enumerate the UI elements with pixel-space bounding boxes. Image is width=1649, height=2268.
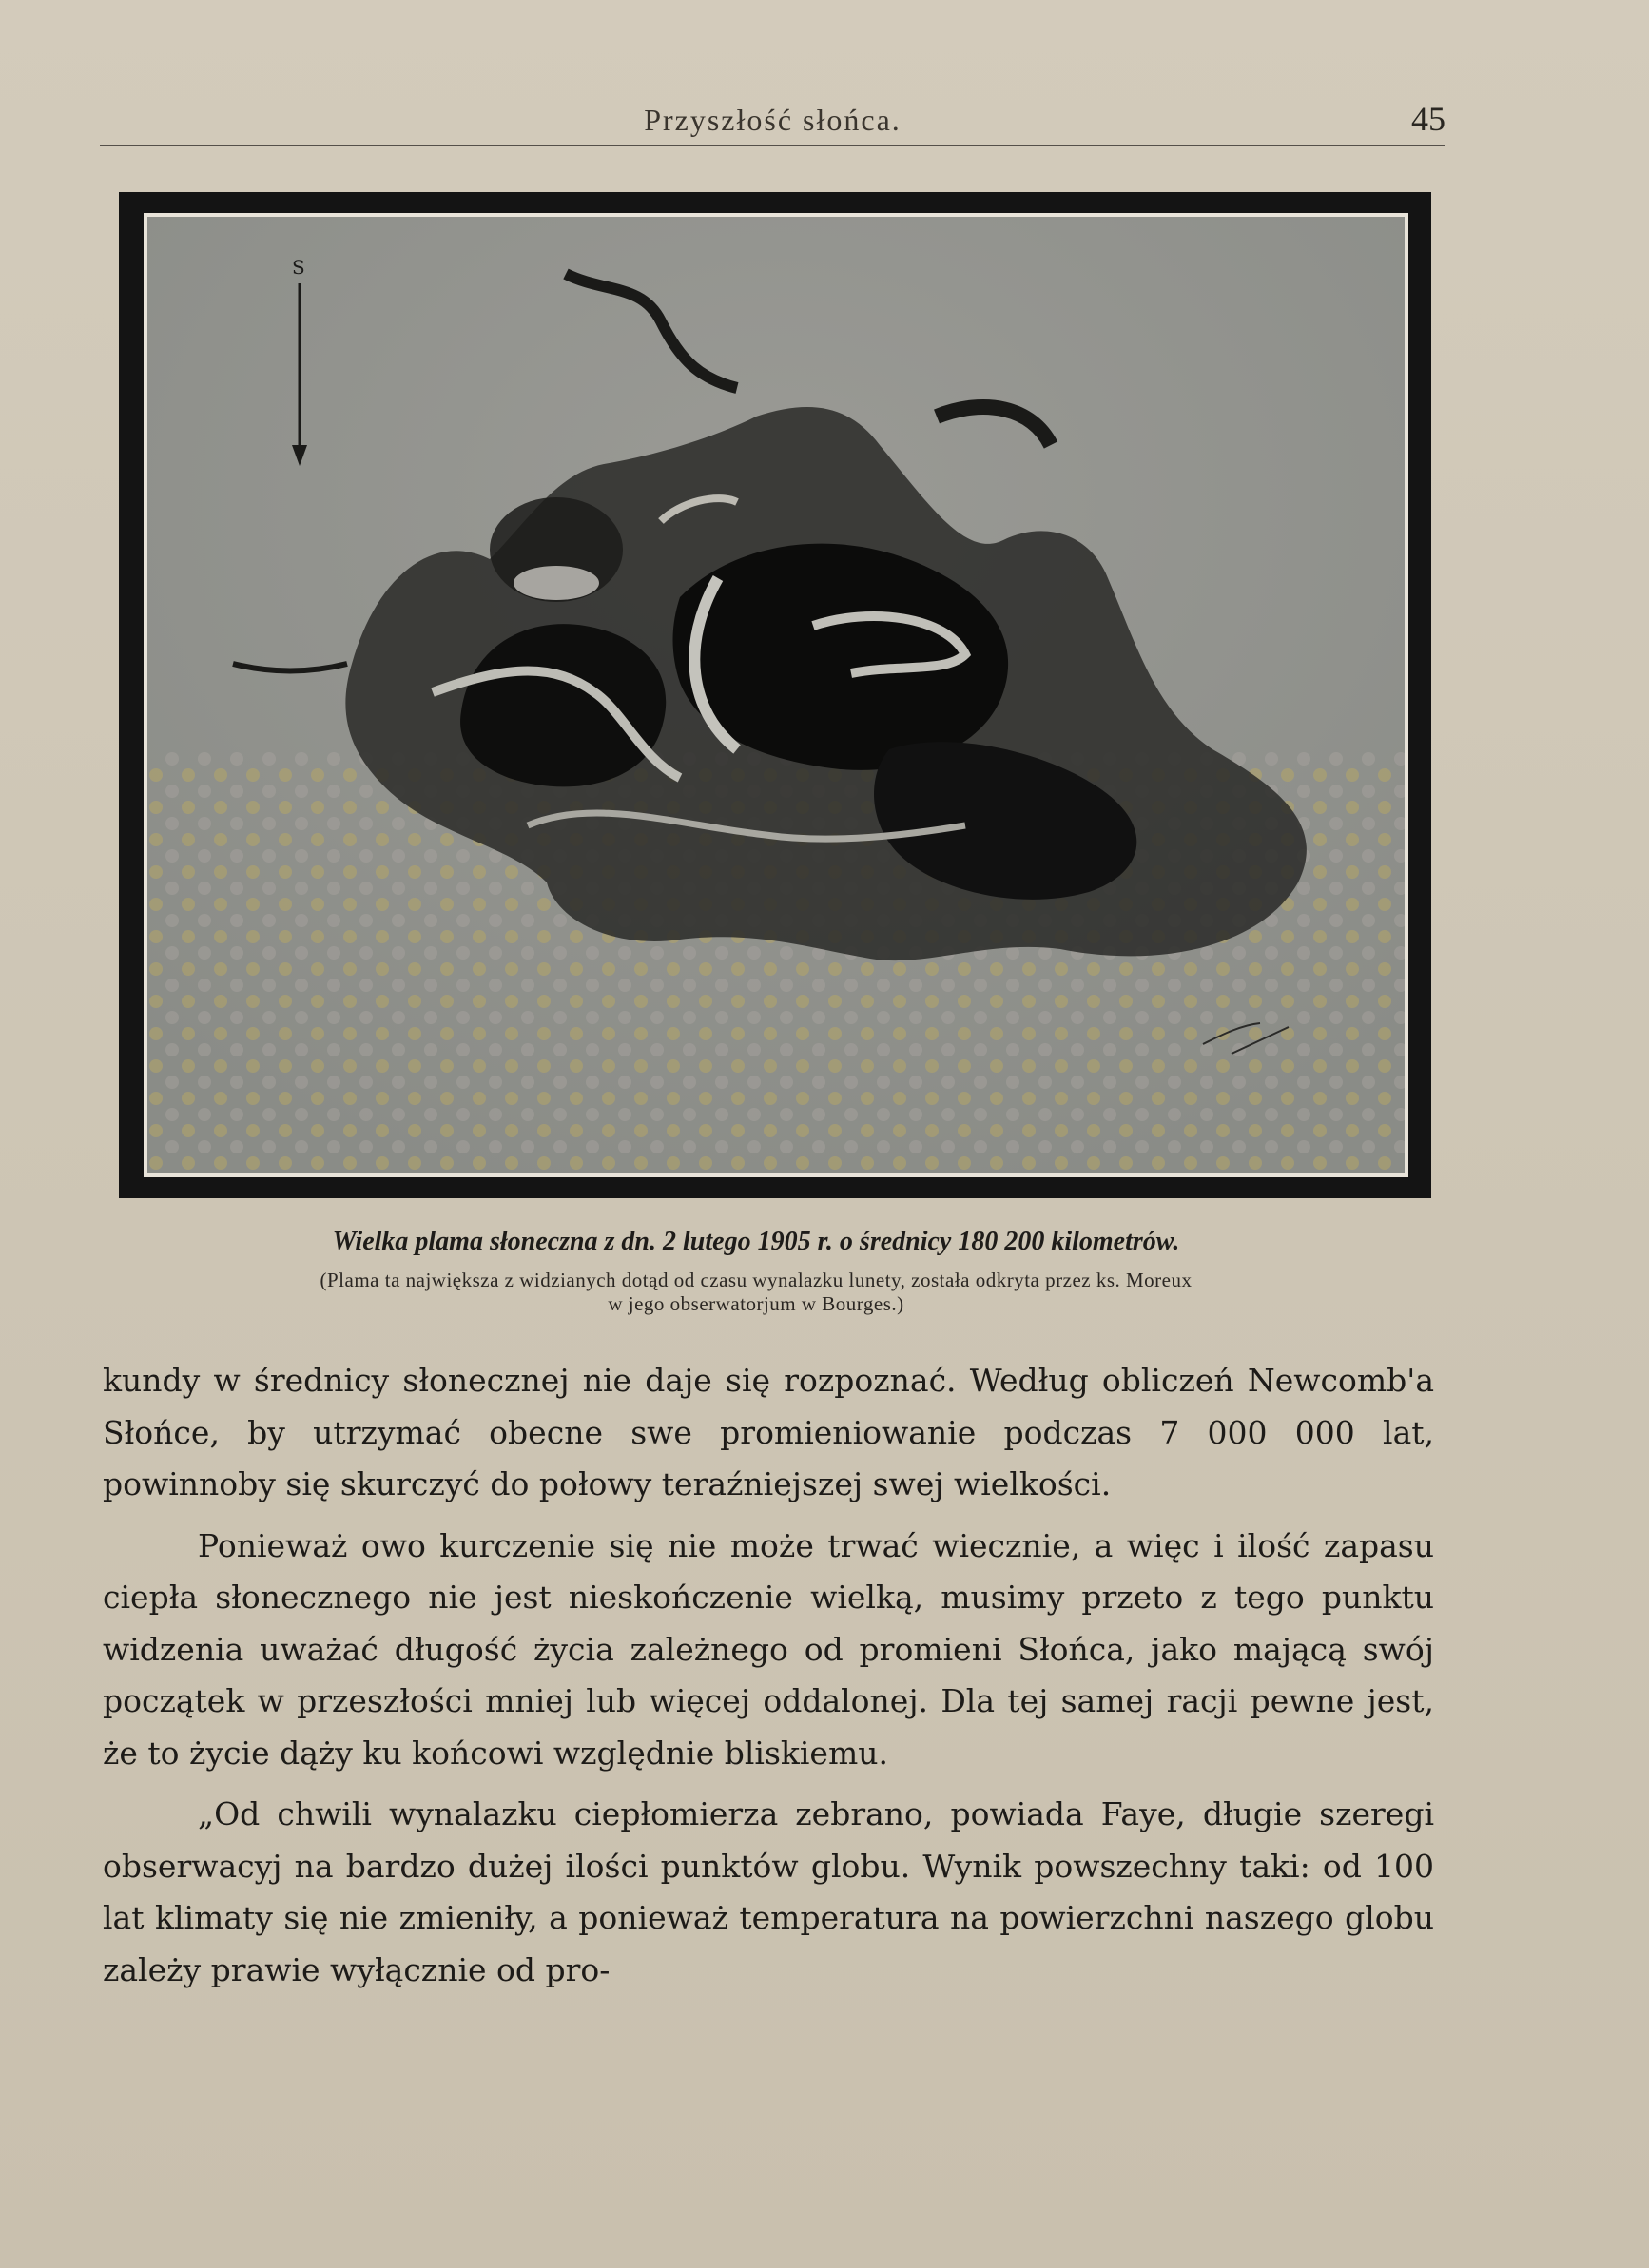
figure-note-line-2: w jego obserwatorjum w Bourges.)	[608, 1292, 904, 1315]
arrow-label: S	[292, 256, 305, 279]
body-text	[103, 1355, 1434, 2006]
paragraph-1: kundy w średnicy słonecznej nie daje się rozpoznać. Według obliczeń Newcomb'a Słońce, by utrzymać obecne swe promieniowanie podczas 7 000 000 lat, powinnoby się skurczyć do połowy teraźniejszej swej wielkości.	[103, 1362, 1434, 1502]
figure-caption: Wielka plama słoneczna z dn. 2 lutego 1905 r. o średnicy 180 200 kilometrów.	[332, 1227, 1180, 1256]
figure-note-line-1: (Plama ta największa z widzianych dotąd od czasu wynalazku lunety, została odkryta przez ks. Moreux	[320, 1269, 1193, 1291]
paragraph-2: Ponieważ owo kurczenie się nie może trwać wiecznie, a więc i ilość zapasu ciepła słonecznego nie jest nieskończenie wielką, musimy przeto z tego punktu widzenia uważać długość życia zależnego od promieni Słońca, jako mającą swój początek w przeszłości mniej lub więcej oddalonej. Dla tej samej racji pewne jest, że to życie dąży ku końcowi względnie bliskiemu.	[103, 1526, 1434, 1772]
sunspot-figure	[119, 192, 1431, 1198]
sunspot-illustration	[144, 213, 1408, 1177]
paragraph-3: „Od chwili wynalazku ciepłomierza zebrano, powiada Faye, długie szeregi obserwacyj na bardzo dużej ilości punktów globu. Wynik powszechny taki: od 100 lat klimaty się nie zmieniły, a ponieważ temperatura na powierzchni naszego globu zależy prawie wyłącznie od pro-	[103, 1795, 1434, 1988]
header-rule	[100, 145, 1445, 146]
header-title: Przyszłość słońca.	[644, 103, 902, 137]
page-number: 45	[1411, 100, 1445, 138]
running-header	[100, 95, 1445, 152]
sunspot-drawing	[147, 217, 1405, 1173]
figure-note	[133, 1269, 1379, 1316]
